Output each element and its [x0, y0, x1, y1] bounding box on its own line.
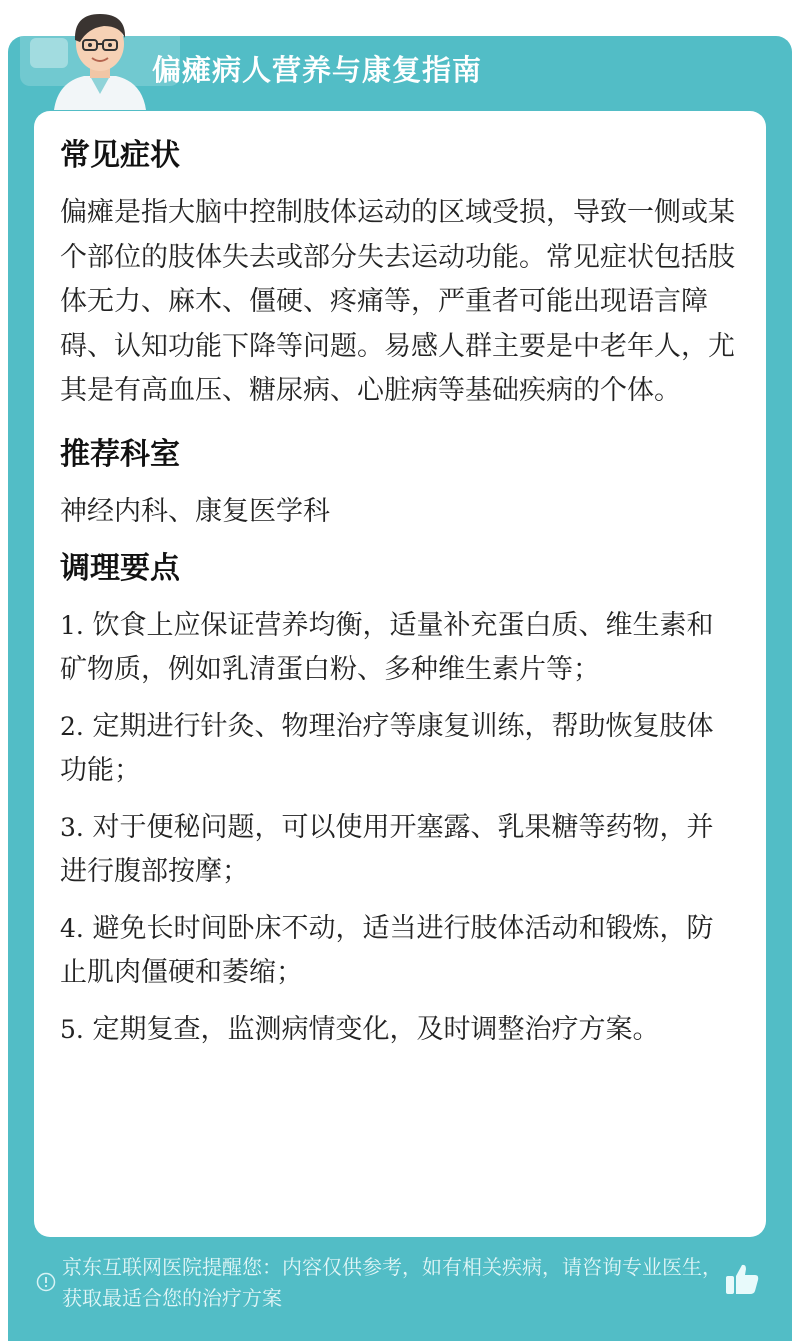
symptoms-text: 偏瘫是指大脑中控制肢体运动的区域受损，导致一侧或某个部位的肢体失去或部分失去运动功能。常见症状包括肢体无力、麻木、僵硬、疼痛等，严重者可能出现语言障碍、认知功能下降等问题。易感人群主要是中老年人，尤其是有高血压、糖尿病、心脏病等基础疾病的个体。 — [60, 197, 735, 406]
disclaimer-text: 京东互联网医院提醒您：内容仅供参考，如有相关疾病，请咨询专业医生，获取最适合您的治疗方案 — [62, 1255, 722, 1310]
care-heading: 调理要点 — [60, 550, 180, 586]
doctor-avatar — [44, 2, 156, 110]
care-item-text: 定期复查，监测病情变化，及时调整治疗方案。 — [92, 1013, 660, 1045]
care-item — [60, 806, 740, 895]
care-item-number: 3. — [60, 812, 84, 842]
care-item-text: 饮食上应保证营养均衡，适量补充蛋白质、维生素和矿物质，例如乳清蛋白粉、多种维生素片等； — [60, 609, 714, 685]
care-item — [60, 705, 740, 794]
care-item-text: 对于便秘问题，可以使用开塞露、乳果糖等药物，并进行腹部按摩； — [60, 811, 714, 887]
thumbs-up-icon[interactable] — [724, 1262, 760, 1296]
care-item-number: 1. — [60, 610, 84, 640]
care-item-number: 4. — [60, 913, 84, 943]
content-card — [34, 111, 766, 1237]
care-item — [60, 907, 740, 996]
symptoms-heading: 常见症状 — [60, 138, 180, 173]
info-icon — [36, 1272, 56, 1292]
care-item-number: 5. — [60, 1014, 84, 1044]
care-item — [60, 1008, 740, 1053]
care-item-number: 2. — [60, 711, 84, 741]
care-item-text: 避免长时间卧床不动，适当进行肢体活动和锻炼，防止肌肉僵硬和萎缩； — [60, 912, 714, 988]
care-item — [60, 604, 740, 693]
care-list — [60, 604, 740, 1053]
page-title: 偏瘫病人营养与康复指南 — [152, 53, 483, 87]
care-item-text: 定期进行针灸、物理治疗等康复训练，帮助恢复肢体功能； — [60, 710, 714, 786]
departments-heading: 推荐科室 — [60, 436, 180, 472]
departments-text: 神经内科、康复医学科 — [60, 495, 330, 527]
